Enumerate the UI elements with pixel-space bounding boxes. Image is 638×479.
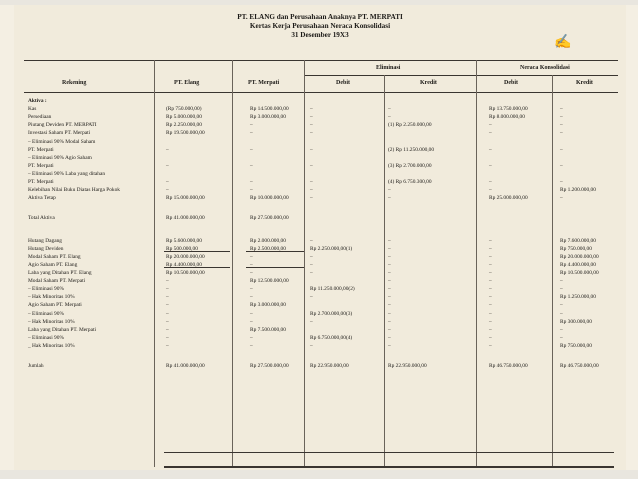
cell-nk-debit: – <box>489 237 492 244</box>
cell-debit: Rp 22.950.000,00 <box>310 363 349 370</box>
report-subtitle: Kertas Kerja Perusahaan Neraca Konsolidasi <box>249 22 391 30</box>
cell-elang: Rp 19.500.000,00 <box>166 130 205 137</box>
table-row <box>14 202 626 210</box>
cell-merpati: – <box>250 334 253 341</box>
cell-elang: Rp 41.000.000,00 <box>166 363 205 370</box>
cell-nk-debit: – <box>489 334 492 341</box>
cell-merpati: – <box>250 286 253 293</box>
cell-label: Piutang Deviden PT. MERPATI <box>28 122 97 129</box>
cell-label: – Eliminasi 90% <box>28 286 64 293</box>
cell-nk-debit: Rp 25.000.000,00 <box>489 195 528 202</box>
cell-debit: – <box>310 237 313 244</box>
table-row <box>14 178 626 186</box>
cell-elang: Rp 2.250.000,00 <box>166 122 202 129</box>
table-row <box>14 162 626 170</box>
table-row <box>14 326 626 334</box>
report-title: PT. ELANG dan Perusahaan Anaknya PT. MERPATI <box>237 13 403 21</box>
cell-nk-debit: – <box>489 278 492 285</box>
cell-nk-kredit: – <box>560 122 563 129</box>
cell-debit: – <box>310 253 313 260</box>
cell-nk-kredit: – <box>560 106 563 113</box>
cell-elang: – <box>166 187 169 194</box>
table-row <box>14 261 626 269</box>
cell-nk-debit: – <box>489 179 492 185</box>
cell-kredit: – <box>388 261 391 268</box>
cell-nk-debit: – <box>489 130 492 137</box>
cell-merpati: – <box>250 122 253 129</box>
cell-elang: – <box>166 179 169 185</box>
cell-label: Total Aktiva <box>28 215 55 222</box>
col-header-elang: PT. Elang <box>174 80 200 86</box>
cell-elang: – <box>166 334 169 341</box>
cell-nk-kredit: – <box>560 146 563 153</box>
cell-elang: (Rp 750.000,00) <box>166 106 202 113</box>
cell-merpati: – <box>250 318 253 325</box>
cell-nk-debit: – <box>489 245 492 252</box>
table-row <box>14 245 626 253</box>
cell-label: Laba yang Ditahan PT. Elang <box>28 270 92 276</box>
cell-kredit: – <box>388 245 391 252</box>
cell-nk-debit: – <box>489 162 492 169</box>
cell-nk-kredit: – <box>560 310 563 317</box>
cell-label: Modal Saham PT. Merpati <box>28 278 86 285</box>
cell-elang: Rp 15.000.000,00 <box>166 195 205 202</box>
table-row <box>14 237 626 245</box>
cell-label: – Eliminasi 90% Laba yang ditahan <box>28 170 106 177</box>
cell-nk-debit: – <box>489 122 492 129</box>
cell-nk-kredit: Rp 4.400.000,00 <box>560 261 596 268</box>
cell-debit: – <box>310 342 313 349</box>
cell-label: Aktiva Tetap <box>28 195 56 202</box>
cell-merpati: Rp 2.000.000,00 <box>250 237 286 244</box>
total-aktiva-rule-merpati <box>246 251 304 252</box>
cell-debit: – <box>310 122 313 129</box>
cell-nk-debit: – <box>489 270 492 276</box>
col-header-nk-debit: Debit <box>504 80 518 86</box>
cell-merpati: Rp 7.500.000,00 <box>250 326 286 333</box>
col-header-merpati: PT. Merpati <box>248 80 280 86</box>
jumlah-double-rule <box>164 466 614 468</box>
cell-nk-debit: – <box>489 146 492 153</box>
cell-debit: – <box>310 114 313 121</box>
cell-nk-debit: Rp 46.750.000,00 <box>489 363 528 370</box>
cell-elang: Rp 41.000.000,00 <box>166 215 205 222</box>
cell-kredit: – <box>388 237 391 244</box>
cell-merpati: – <box>250 261 253 268</box>
cell-nk-kredit: – <box>560 130 563 137</box>
cell-nk-kredit: – <box>560 195 563 202</box>
cell-label: – Eliminasi 90% <box>28 334 64 341</box>
table-row <box>14 113 626 121</box>
table-row <box>14 362 626 370</box>
cell-nk-kredit: Rp 1.250.000,00 <box>560 294 596 301</box>
cell-elang: Rp 500.000,00 <box>166 245 198 252</box>
cell-label: – Hak Minoritas 10% <box>28 294 75 301</box>
cell-nk-kredit: – <box>560 114 563 121</box>
cell-elang: – <box>166 294 169 301</box>
cell-elang: – <box>166 146 169 153</box>
cell-debit: – <box>310 187 313 194</box>
table-row <box>14 285 626 293</box>
cell-nk-debit: – <box>489 253 492 260</box>
cell-debit: Rp 2.250.000,00(1) <box>310 245 353 252</box>
cell-merpati: – <box>250 270 253 276</box>
cell-nk-kredit: – <box>560 334 563 341</box>
table-row <box>14 186 626 194</box>
cell-elang: – <box>166 310 169 317</box>
cell-nk-debit: – <box>489 302 492 309</box>
table-row <box>14 334 626 342</box>
col-header-elim-kredit: Kredit <box>420 80 437 86</box>
cell-debit: – <box>310 146 313 153</box>
cell-label: – Hak Minoritas 10% <box>28 318 75 325</box>
col-header-elim-debit: Debit <box>336 80 350 86</box>
cell-elang: Rp 20.000.000,00 <box>166 253 205 260</box>
table-row <box>14 293 626 301</box>
cell-elang: Rp 5.000.000,00 <box>166 114 202 121</box>
cell-elang: – <box>166 278 169 285</box>
col-header-neraca: Neraca Konsolidasi <box>520 65 570 71</box>
cell-kredit: – <box>388 253 391 260</box>
cell-nk-kredit: – <box>560 278 563 285</box>
cell-label: Kas <box>28 106 37 113</box>
cell-merpati: – <box>250 342 253 349</box>
table-row <box>14 170 626 178</box>
cell-elang: – <box>166 318 169 325</box>
cell-merpati: – <box>250 294 253 301</box>
cell-kredit: – <box>388 286 391 293</box>
cell-nk-kredit: Rp 7.600.000,00 <box>560 237 596 244</box>
cell-label: PT. Merpati <box>28 179 54 185</box>
table-row <box>14 277 626 285</box>
handwritten-mark-icon: ✍ <box>554 35 572 50</box>
cell-nk-kredit: – <box>560 286 563 293</box>
cell-nk-debit: – <box>489 286 492 293</box>
cell-nk-debit: – <box>489 342 492 349</box>
cell-merpati: Rp 3.000.000,00 <box>250 114 286 121</box>
cell-merpati: – <box>250 162 253 169</box>
cell-kredit: – <box>388 114 391 121</box>
table-row <box>14 121 626 129</box>
col-header-rekening: Rekening <box>62 80 87 86</box>
cell-merpati: – <box>250 130 253 137</box>
cell-merpati: Rp 27.500.000,00 <box>250 215 289 222</box>
cell-label: – Eliminasi 90% Modal Saham <box>28 138 96 145</box>
cell-kredit: – <box>388 318 391 325</box>
cell-nk-debit: Rp 13.750.000,00 <box>489 106 528 113</box>
cell-merpati: – <box>250 146 253 153</box>
cell-debit: Rp 2.700.000,00(3) <box>310 310 353 317</box>
cell-kredit: – <box>388 278 391 285</box>
cell-elang: – <box>166 342 169 349</box>
cell-nk-debit: – <box>489 187 492 194</box>
cell-nk-kredit: – <box>560 326 563 333</box>
cell-debit: Rp 6.750.000,00(4) <box>310 334 353 341</box>
table-row <box>14 154 626 162</box>
cell-label: – Eliminasi 90% <box>28 310 64 317</box>
cell-nk-kredit: Rp 46.750.000,00 <box>560 363 599 370</box>
cell-kredit: – <box>388 106 391 113</box>
cell-label: Jumlah <box>28 363 44 370</box>
total-aktiva-dbl-merpati <box>246 267 304 268</box>
cell-debit: – <box>310 261 313 268</box>
cell-label: Hutang Dagang <box>28 237 62 244</box>
jumlah-top-rule <box>164 452 614 453</box>
cell-merpati: Rp 2.500.000,00 <box>250 245 286 252</box>
table-row <box>14 194 626 202</box>
cell-kredit: – <box>388 342 391 349</box>
cell-nk-debit: – <box>489 310 492 317</box>
table-row <box>14 129 626 137</box>
cell-label: Aktiva : <box>28 98 47 104</box>
cell-merpati: Rp 14.500.000,00 <box>250 106 289 113</box>
cell-nk-debit: Rp 8.000.000,00 <box>489 114 525 121</box>
table-row <box>14 318 626 326</box>
cell-kredit: (3) Rp 2.700.000,00 <box>388 162 432 169</box>
cell-kredit: – <box>388 294 391 301</box>
cell-nk-debit: – <box>489 294 492 301</box>
cell-label: Agio Saham PT. Elang <box>28 261 78 268</box>
table-row <box>14 342 626 350</box>
cell-debit: Rp 11.250.000,00(2) <box>310 286 355 293</box>
total-aktiva-dbl-elang <box>164 267 230 268</box>
total-aktiva-rule-elang <box>164 251 230 252</box>
cell-merpati: – <box>250 187 253 194</box>
cell-kredit: Rp 22.950.000,00 <box>388 363 427 370</box>
cell-elang: – <box>166 286 169 293</box>
report-date: 31 Desember 19X3 <box>291 31 349 39</box>
table-row <box>14 310 626 318</box>
cell-kredit: – <box>388 310 391 317</box>
cell-merpati: – <box>250 179 253 185</box>
cell-nk-debit: – <box>489 261 492 268</box>
cell-nk-debit: – <box>489 318 492 325</box>
cell-nk-kredit: Rp 10.500.000,00 <box>560 270 599 276</box>
cell-merpati: Rp 12.500.000,00 <box>250 278 289 285</box>
cell-elang: – <box>166 162 169 169</box>
table-row <box>14 301 626 309</box>
cell-debit: – <box>310 270 313 276</box>
cell-merpati: – <box>250 310 253 317</box>
cell-label: Persediaan <box>28 114 52 121</box>
cell-nk-kredit: Rp 750.000,00 <box>560 342 592 349</box>
table-row <box>14 253 626 261</box>
subheader-rule <box>304 75 618 76</box>
cell-elang: – <box>166 302 169 309</box>
table-row <box>14 223 626 231</box>
cell-debit: – <box>310 106 313 113</box>
worksheet-page <box>14 5 626 470</box>
cell-nk-kredit: – <box>560 179 563 185</box>
cell-label: Laba yang Ditahan PT. Merpati <box>28 326 97 333</box>
table-row <box>14 269 626 277</box>
cell-elang: Rp 4.400.000,00 <box>166 261 202 268</box>
cell-label: Agio Saham PT. Merpati <box>28 302 82 309</box>
cell-merpati: Rp 27.500.000,00 <box>250 363 289 370</box>
cell-nk-kredit: Rp 1.200.000,00 <box>560 187 596 194</box>
cell-merpati: – <box>250 253 253 260</box>
table-top-rule <box>24 60 618 61</box>
cell-debit: – <box>310 179 313 185</box>
table-row <box>14 138 626 146</box>
header-bottom-rule <box>24 92 618 93</box>
cell-nk-debit: – <box>489 326 492 333</box>
cell-label: Hutang Deviden <box>28 245 64 252</box>
cell-merpati: Rp 10.000.000,00 <box>250 195 289 202</box>
cell-debit: – <box>310 130 313 137</box>
cell-nk-kredit: – <box>560 302 563 309</box>
col-header-nk-kredit: Kredit <box>576 80 593 86</box>
cell-label: PT. Merpati <box>28 146 54 153</box>
cell-elang: Rp 10.500.000,00 <box>166 270 205 276</box>
cell-kredit: (2) Rp 11.250.000,00 <box>388 146 435 153</box>
table-row <box>14 350 626 358</box>
cell-kredit: – <box>388 326 391 333</box>
cell-label: Modal Saham PT. Elang <box>28 253 81 260</box>
cell-label: – Eliminasi 90% Agio Saham <box>28 154 92 161</box>
cell-elang: Rp 5.600.000,00 <box>166 237 202 244</box>
cell-kredit: – <box>388 302 391 309</box>
cell-label: PT. Merpati <box>28 162 54 169</box>
cell-kredit: (1) Rp 2.250.000,00 <box>388 122 432 129</box>
cell-kredit: (4) Rp 6.750.300,00 <box>388 179 432 185</box>
cell-debit: – <box>310 162 313 169</box>
cell-label: _ Hak Minoritas 10% <box>28 342 75 349</box>
cell-nk-kredit: Rp 20.000.000,00 <box>560 253 599 260</box>
table-row <box>14 146 626 154</box>
cell-nk-kredit: Rp 750.000,00 <box>560 245 592 252</box>
cell-label: Investasi Saham PT. Merpati <box>28 130 91 137</box>
cell-nk-kredit: – <box>560 162 563 169</box>
cell-kredit: – <box>388 195 391 202</box>
cell-kredit: – <box>388 187 391 194</box>
table-row <box>14 97 626 105</box>
cell-nk-kredit: Rp 300.000,00 <box>560 318 592 325</box>
col-header-eliminasi: Eliminasi <box>376 65 401 71</box>
cell-kredit: – <box>388 270 391 276</box>
cell-elang: – <box>166 326 169 333</box>
table-row <box>14 105 626 113</box>
cell-debit: – <box>310 318 313 325</box>
cell-debit: – <box>310 294 313 301</box>
cell-label: Kelebihan Nilai Buku Diatas Harga Pokok <box>28 187 120 194</box>
bottom-border <box>0 470 638 479</box>
cell-merpati: Rp 3.000.000,00 <box>250 302 286 309</box>
cell-kredit: – <box>388 334 391 341</box>
cell-debit: – <box>310 195 313 202</box>
table-row <box>14 214 626 222</box>
